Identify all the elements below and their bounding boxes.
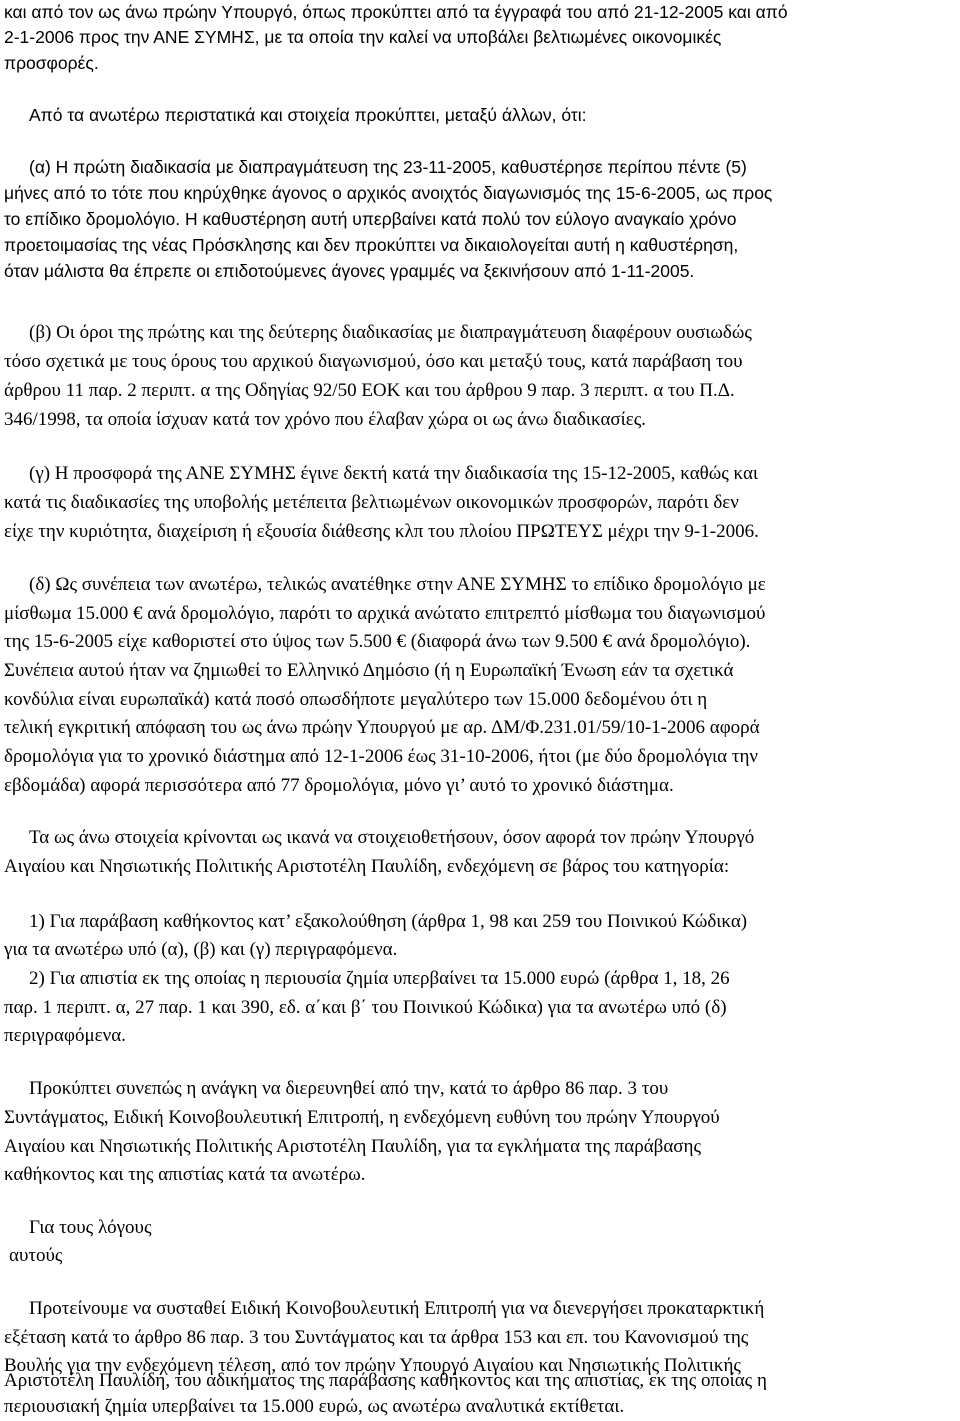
proposal-line-1: Προτείνουμε να συσταθεί Ειδική Κοινοβουλευτική Επιτροπή για να διενεργήσει προκαταρκτική	[29, 1298, 765, 1319]
necessity-line-1: Προκύπτει συνεπώς η ανάγκη να διερευνηθεί από την, κατά το άρθρο 86 παρ. 3 του	[29, 1078, 669, 1099]
finding-a-line-1: (α) Η πρώτη διαδικασία με διαπραγμάτευση της 23-11-2005, καθυστέρησε περίπου πέντε (5)	[29, 157, 747, 177]
finding-c-line-1: (γ) Η προσφορά της ΑΝΕ ΣΥΜΗΣ έγινε δεκτή κατά την διαδικασία της 15-12-2005, καθώς και	[29, 463, 759, 484]
reasons-line-1: Για τους λόγους	[29, 1217, 152, 1238]
finding-a-line-4: προετοιμασίας της νέας Πρόσκλησης και δεν προκύπτει να δικαιολογείται αυτή η καθυστέρηση,	[4, 235, 739, 255]
finding-b-line-3: άρθρου 11 παρ. 2 περιπτ. α της Οδηγίας 92/50 ΕΟΚ και του άρθρου 9 παρ. 3 περιπτ. α του Π.Δ.	[4, 380, 735, 401]
finding-d-line-8: εβδομάδα) αφορά περισσότερα από 77 δρομολόγια, μόνο γι’ αυτό το χρονικό διάστημα.	[4, 775, 674, 796]
finding-d-line-3: της 15-6-2005 είχε καθοριστεί στο ύψος των 5.500 € (διαφορά άνω των 9.500 € ανά δρομολόγιο).	[4, 631, 751, 652]
charge-2-line-1: 2) Για απιστία εκ της οποίας η περιουσία ζημία υπερβαίνει τα 15.000 ευρώ (άρθρα 1, 18, 26	[29, 968, 730, 989]
charge-2-line-3: περιγραφόμενα.	[4, 1025, 126, 1046]
proposal-line-3: Βουλής για την ενδεχόμενη τέλεση, από τον πρώην Υπουργό Αιγαίου και Νησιωτικής Πολιτικής	[4, 1355, 741, 1376]
finding-a-line-2: μήνες από το τότε που κηρύχθηκε άγονος ο αρχικός ανοιχτός διαγωνισμός της 15-6-2005, ως προς	[4, 183, 773, 203]
finding-a-line-5: όταν μάλιστα θα έπρεπε οι επιδοτούμενες άγονες γραμμές να ξεκινήσουν από 1-11-2005.	[4, 261, 695, 281]
intro-line-2: 2-1-2006 προς την ΑΝΕ ΣΥΜΗΣ, με τα οποία την καλεί να υποβάλει βελτιωμένες οικονομικές	[4, 27, 722, 47]
necessity-line-3: Αιγαίου και Νησιωτικής Πολιτικής Αριστοτέλη Παυλίδη, για τα εγκλήματα της παράβασης	[4, 1136, 701, 1157]
assessment-line-2: Αιγαίου και Νησιωτικής Πολιτικής Αριστοτέλη Παυλίδη, ενδεχόμενη σε βάρος του κατηγορία:	[4, 856, 730, 877]
findings-intro-line-1: Από τα ανωτέρω περιστατικά και στοιχεία προκύπτει, μεταξύ άλλων, ότι:	[29, 105, 587, 125]
finding-c-line-3: είχε την κυριότητα, διαχείριση ή εξουσία διάθεσης κλπ του πλοίου ΠΡΩΤΕΥΣ μέχρι την 9-1-2006.	[4, 521, 759, 542]
finding-d-line-1: (δ) Ως συνέπεια των ανωτέρω, τελικώς ανατέθηκε στην ΑΝΕ ΣΥΜΗΣ το επίδικο δρομολόγιο με	[29, 574, 766, 595]
necessity-line-2: Συντάγματος, Ειδική Κοινοβουλευτική Επιτροπή, η ενδεχόμενη ευθύνη του πρώην Υπουργού	[4, 1107, 720, 1128]
assessment-line-1: Τα ως άνω στοιχεία κρίνονται ως ικανά να στοιχειοθετήσουν, όσον αφορά τον πρώην Υπουργό	[29, 827, 755, 848]
finding-d-line-5: κονδύλια είναι ευρωπαϊκά) κατά ποσό οπωσδήποτε μεγαλύτερο των 15.000 δεδομένου ότι η	[4, 689, 708, 710]
reasons-line-2: αυτούς	[9, 1245, 63, 1266]
proposal-line-4: Αριστοτέλη Παυλίδη, του αδικήματος της παράβασης καθήκοντος και της απιστίας, εκ της οποίας η	[4, 1370, 767, 1391]
finding-b-line-1: (β) Οι όροι της πρώτης και της δεύτερης διαδικασίας με διαπραγμάτευση διαφέρουν ουσιωδώς	[29, 322, 752, 343]
proposal-line-2: εξέταση κατά το άρθρο 86 παρ. 3 του Συντάγματος και τα άρθρα 153 και επ. του Κανονισμού της	[4, 1327, 749, 1348]
finding-c-line-2: κατά τις διαδικασίες της υποβολής μετέπειτα βελτιωμένων οικονομικών προσφορών, παρότι δεν	[4, 492, 739, 513]
finding-d-line-2: μίσθωμα 15.000 € ανά δρομολόγιο, παρότι το αρχικά ανώτατο επιτρεπτό μίσθωμα του διαγωνισμού	[4, 603, 766, 624]
necessity-line-4: καθήκοντος και της απιστίας κατά τα ανωτέρω.	[4, 1164, 366, 1185]
finding-b-line-2: τόσο σχετικά με τους όρους του αρχικού διαγωνισμού, όσο και μεταξύ τους, κατά παράβαση του	[4, 351, 743, 372]
charge-1-line-2: για τα ανωτέρω υπό (α), (β) και (γ) περιγραφόμενα.	[4, 939, 398, 960]
charge-1-line-1: 1) Για παράβαση καθήκοντος κατ’ εξακολούθηση (άρθρα 1, 98 και 259 του Ποινικού Κώδικα)	[29, 911, 748, 932]
intro-line-1: και από τον ως άνω πρώην Υπουργό, όπως προκύπτει από τα έγγραφά του από 21-12-2005 και από	[4, 2, 788, 22]
finding-d-line-6: τελική εγκριτική απόφαση του ως άνω πρώην Υπουργού με αρ. ΔΜ/Φ.231.01/59/10-1-2006 αφορά	[4, 717, 760, 738]
finding-d-line-7: δρομολόγια για το χρονικό διάστημα από 12-1-2006 έως 31-10-2006, ήτοι (με δύο δρομολόγια την	[4, 746, 758, 767]
finding-b-line-4: 346/1998, τα οποία ίσχυαν κατά τον χρόνο που έλαβαν χώρα οι ως άνω διαδικασίες.	[4, 409, 647, 430]
intro-line-3: προσφορές.	[4, 53, 99, 73]
finding-d-line-4: Συνέπεια αυτού ήταν να ζημιωθεί το Ελληνικό Δημόσιο (ή η Ευρωπαϊκή Ένωση εάν τα σχετικά	[4, 660, 734, 681]
charge-2-line-2: παρ. 1 περιπτ. α, 27 παρ. 1 και 390, εδ. α΄και β΄ του Ποινικού Κώδικα) για τα ανωτέρω υπό (δ)	[4, 997, 727, 1018]
proposal-line-5: περιουσιακή ζημία υπερβαίνει τα 15.000 ευρώ, ως ανωτέρω αναλυτικά εκτίθεται.	[4, 1396, 625, 1417]
finding-a-line-3: το επίδικο δρομολόγιο. Η καθυστέρηση αυτή υπερβαίνει κατά πολύ τον εύλογο αναγκαίο χρόνο	[4, 209, 737, 229]
